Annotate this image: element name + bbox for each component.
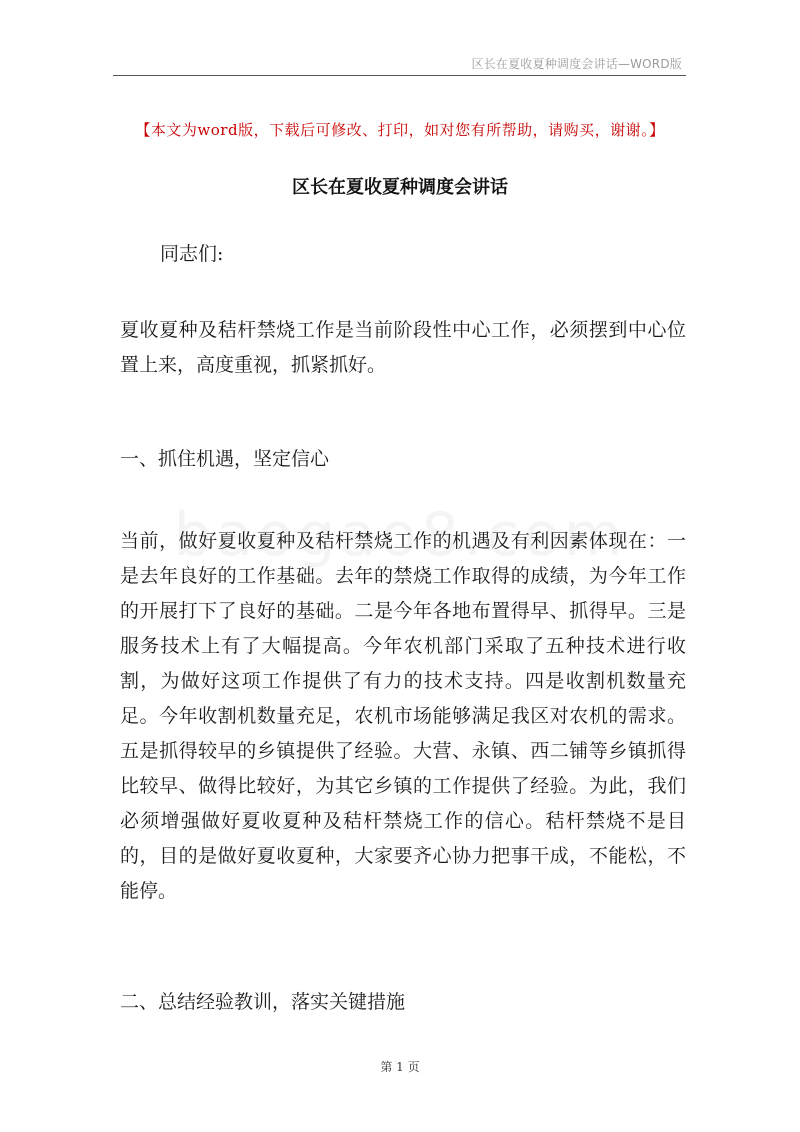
page-number: 第 1 页 [380, 1060, 420, 1074]
document-title: 区长在夏收夏种调度会讲话 [292, 177, 508, 198]
running-header: 区长在夏收夏种调度会讲话—WORD版 [471, 57, 682, 71]
purchase-notice: 【本文为word版，下载后可修改、打印，如对您有所帮助，请购买，谢谢。】 [135, 121, 665, 139]
salutation: 同志们: [160, 243, 224, 265]
section-heading-2: 二、总结经验教训，落实关键措施 [120, 991, 406, 1013]
paragraph-opportunities: 当前，做好夏收夏种及秸杆禁烧工作的机遇及有利因素体现在：一是去年良好的工作基础。去年的禁烧工作取得的成绩，为今年工作的开展打下了良好的基础。二是今年各地布置得早、抓得早。三是服务技术上有了大幅提高。今年农机部门采取了五种技术进行收割，为做好这项工作提供了有力的技术支持。四是收割机数量充足。今年收割机数量充足，农机市场能够满足我区对农机的需求。五是抓得较早的乡镇提供了经验。大营、永镇、西二铺等乡镇抓得比较早、做得比较好，为其它乡镇的工作提供了经验。为此，我们必须增强做好夏收夏种及秸杆禁烧工作的信心。秸杆禁烧不是目的，目的是做好夏收夏种，大家要齐心协力把事干成，不能松，不能停。 [120, 530, 686, 902]
header-divider [113, 75, 686, 76]
paragraph-intro: 夏收夏种及秸杆禁烧工作是当前阶段性中心工作，必须摆到中心位置上来，高度重视，抓紧抓好。 [120, 319, 686, 376]
section-heading-1: 一、抓住机遇，坚定信心 [120, 448, 330, 470]
